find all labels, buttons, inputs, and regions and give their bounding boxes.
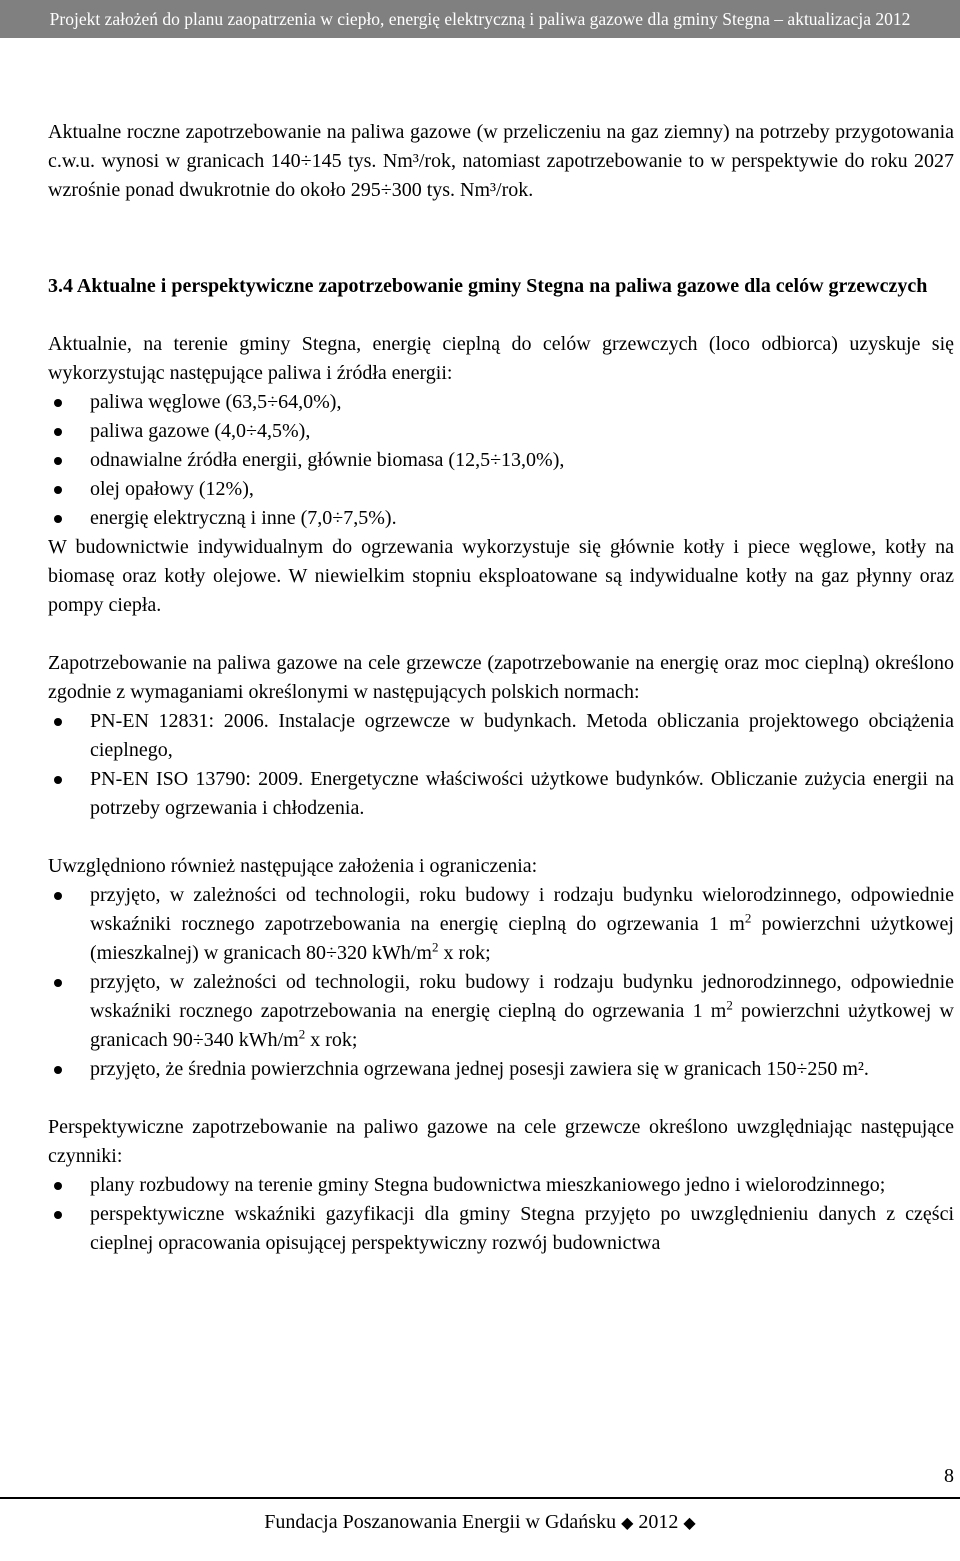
list-item: przyjęto, w zależności od technologii, roku budowy i rodzaju budynku wielorodzinnego, odpowiednie wskaźniki rocznego zapotrzebowania na energię cieplną do ogrzewania 1 $m^2$ powierzchni użytkowej (mieszkalnej) w granicach 80÷320 kWh/$m^2$ x rok;: [48, 881, 954, 968]
list-item: paliwa gazowe (4,0÷4,5%),: [48, 417, 954, 446]
list-item: paliwa węglowe (63,5÷64,0%),: [48, 388, 954, 417]
paragraph-sources-intro: Aktualnie, na terenie gminy Stegna, energię cieplną do celów grzewczych (loco odbiorca) uzyskuje się wykorzystując następujące paliwa i źródła energii:: [48, 333, 954, 384]
factors-list: [48, 1171, 954, 1258]
intro-paragraph: Aktualne roczne zapotrzebowanie na paliwa gazowe (w przeliczeniu na gaz ziemny) na potrzeby przygotowania c.w.u. wynosi w granicach 140÷145 tys. Nm³/rok, natomiast zapotrzebowanie to w perspektywie do roku 2027 wzrośnie ponad dwukrotnie do około 295÷300 tys. Nm³/rok.: [48, 121, 954, 201]
norms-list: [48, 707, 954, 823]
diamond-icon: ◆: [621, 1515, 634, 1532]
diamond-icon: ◆: [683, 1515, 696, 1532]
list-item: odnawialne źródła energii, głównie biomasa (12,5÷13,0%),: [48, 446, 954, 475]
footer-org: Fundacja Poszanowania Energii w Gdańsku: [264, 1511, 617, 1533]
energy-sources-list: [48, 388, 954, 533]
page-header: [0, 0, 960, 38]
assumptions-list: [48, 881, 954, 1084]
list-item: perspektywiczne wskaźniki gazyfikacji dla gminy Stegna przyjęto po uwzględnieniu danych z części cieplnej opracowania opisującej perspektywiczny rozwój budownictwa: [48, 1200, 954, 1258]
list-item: energię elektryczną i inne (7,0÷7,5%).: [48, 504, 954, 533]
list-item: plany rozbudowy na terenie gminy Stegna budownictwa mieszkaniowego jedno i wielorodzinnego;: [48, 1171, 954, 1200]
list-item: przyjęto, że średnia powierzchnia ogrzewana jednej posesji zawiera się w granicach 150÷250 m².: [48, 1055, 954, 1084]
page-number: 8: [944, 1465, 954, 1487]
paragraph-norms-intro: Zapotrzebowanie na paliwa gazowe na cele grzewcze (zapotrzebowanie na energię oraz moc cieplną) określono zgodnie z wymaganiami określonymi w następujących polskich normach:: [48, 652, 954, 703]
paragraph-individual-heating: W budownictwie indywidualnym do ogrzewania wykorzystuje się głównie kotły i piece węglowe, kotły na biomasę oraz kotły olejowe. W niewielkim stopniu eksploatowane są indywidualne kotły na gaz płynny oraz pompy ciepła.: [48, 536, 954, 616]
list-item: PN-EN 12831: 2006. Instalacje ogrzewcze w budynkach. Metoda obliczania projektowego obciążenia cieplnego,: [48, 707, 954, 765]
paragraph-assumptions-intro: Uwzględniono również następujące założenia i ograniczenia:: [48, 855, 538, 877]
list-item: PN-EN ISO 13790: 2009. Energetyczne właściwości użytkowe budynków. Obliczanie zużycia energii na potrzeby ogrzewania i chłodzenia.: [48, 765, 954, 823]
paragraph-factors-intro: Perspektywiczne zapotrzebowanie na paliwo gazowe na cele grzewcze określono uwzględniając następujące czynniki:: [48, 1116, 954, 1167]
page-footer: [0, 1508, 960, 1538]
list-item: przyjęto, w zależności od technologii, roku budowy i rodzaju budynku jednorodzinnego, odpowiednie wskaźniki rocznego zapotrzebowania na energię cieplną do ogrzewania 1 $m^2$ powierzchni użytkowej w granicach 90÷340 kWh/$m^2$ x rok;: [48, 968, 954, 1055]
list-item: olej opałowy (12%),: [48, 475, 954, 504]
footer-divider: [0, 1497, 960, 1499]
footer-year: 2012: [638, 1511, 679, 1533]
header-title: Projekt założeń do planu zaopatrzenia w ciepło, energię elektryczną i paliwa gazowe dla gminy Stegna – aktualizacja 2012: [49, 9, 911, 29]
section-heading: 3.4 Aktualne i perspektywiczne zapotrzebowanie gminy Stegna na paliwa gazowe dla celów grzewczych: [48, 275, 928, 297]
document-body: [48, 118, 954, 1258]
